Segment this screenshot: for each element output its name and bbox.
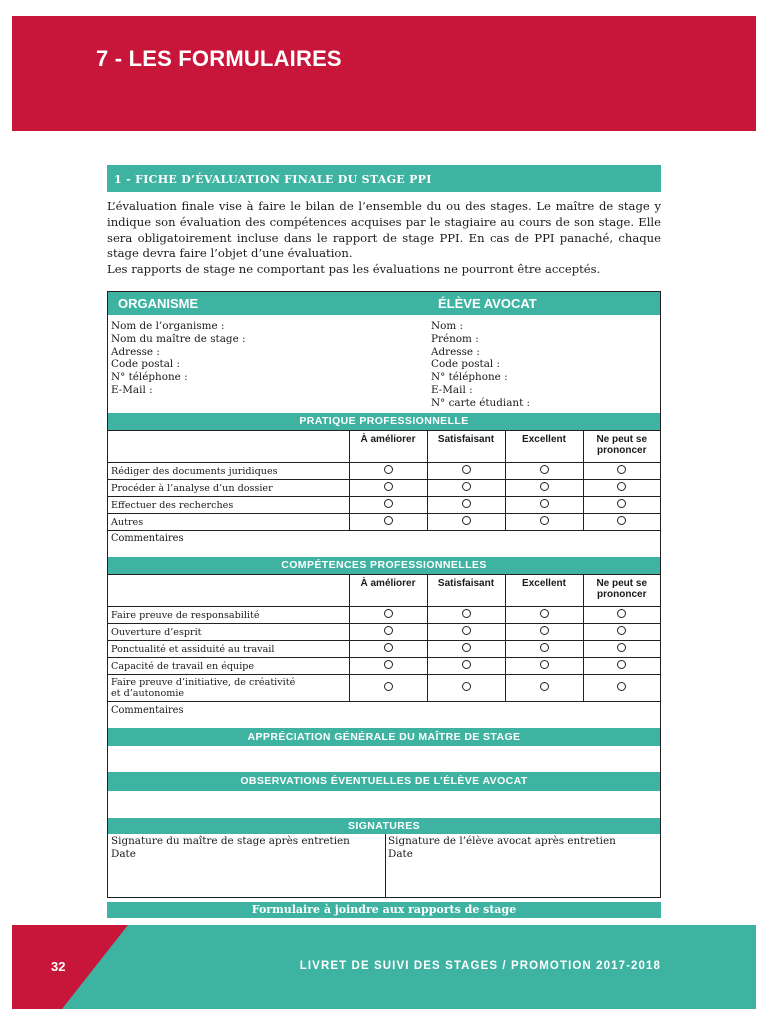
- page-header: [12, 16, 756, 131]
- signature-maitre-date: Date: [111, 848, 136, 860]
- criterion-label: Rédiger des documents juridiques: [108, 463, 349, 480]
- page-title: 7 - LES FORMULAIRES: [96, 46, 342, 71]
- pratique-comments[interactable]: [108, 530, 660, 556]
- radio-button[interactable]: [384, 682, 393, 691]
- signature-maitre-box[interactable]: [111, 835, 350, 861]
- rating-header-satisfaisant: Satisfaisant: [427, 575, 505, 607]
- intro-paragraph: L’évaluation finale vise à faire le bilan de l’ensemble du ou des stages. Le maître de stage y indique son évaluation des compétences acquises par le stagiaire au cours de son stage. Elle sera obligatoirement incluse dans le rapport de stage PPI. En cas de PPI panaché, chaque stage devra faire l’objet d’une évaluation.: [107, 199, 661, 261]
- criterion-label-line2: et d’autonomie: [111, 688, 185, 699]
- table-row: [108, 514, 660, 531]
- criterion-label: Effectuer des recherches: [108, 497, 349, 514]
- radio-button[interactable]: [462, 643, 471, 652]
- competences-comments[interactable]: [108, 702, 660, 728]
- observations-heading: OBSERVATIONS ÉVENTUELLES DE L’ÉLÈVE AVOCAT: [108, 772, 660, 791]
- field-eleve-address[interactable]: Adresse :: [431, 345, 480, 358]
- organisme-header: ORGANISME: [118, 296, 199, 311]
- field-organisme-email[interactable]: E-Mail :: [111, 383, 153, 396]
- radio-button[interactable]: [384, 609, 393, 618]
- table-row: [108, 497, 660, 514]
- criterion-label: [108, 675, 349, 702]
- radio-button[interactable]: [384, 660, 393, 669]
- criterion-label: Ponctualité et assiduité au travail: [108, 641, 349, 658]
- form-footer-note: Formulaire à joindre aux rapports de stage: [107, 902, 661, 918]
- field-organisme-address[interactable]: Adresse :: [111, 345, 160, 358]
- table-row: [108, 624, 660, 641]
- section-heading-bar: [107, 165, 661, 192]
- radio-button[interactable]: [462, 626, 471, 635]
- rating-header-ne-peut: [583, 431, 660, 463]
- criterion-label: Capacité de travail en équipe: [108, 658, 349, 675]
- radio-button[interactable]: [540, 499, 549, 508]
- radio-button[interactable]: [384, 465, 393, 474]
- radio-button[interactable]: [617, 609, 626, 618]
- radio-button[interactable]: [462, 516, 471, 525]
- intro-note: Les rapports de stage ne comportant pas les évaluations ne pourront être acceptés.: [107, 262, 601, 277]
- intro-text: [107, 199, 661, 278]
- table-row: [108, 463, 660, 480]
- radio-button[interactable]: [540, 516, 549, 525]
- field-eleve-email[interactable]: E-Mail :: [431, 383, 473, 396]
- rating-header-ne-peut-line2: prononcer: [597, 589, 647, 600]
- competences-heading: COMPÉTENCES PROFESSIONNELLES: [108, 557, 660, 574]
- field-organisme-name[interactable]: Nom de l’organisme :: [111, 320, 225, 332]
- rating-header-excellent: Excellent: [505, 431, 583, 463]
- form-header-row: [108, 292, 660, 315]
- criterion-label-line1: Faire preuve d’initiative, de créativité: [111, 677, 296, 688]
- table-row: [108, 480, 660, 497]
- competences-table: [108, 574, 660, 702]
- appreciation-heading: APPRÉCIATION GÉNÉRALE DU MAÎTRE DE STAGE: [108, 728, 660, 746]
- signature-divider: [385, 834, 386, 898]
- radio-button[interactable]: [462, 660, 471, 669]
- pratique-table: [108, 430, 660, 531]
- rating-header-excellent: Excellent: [505, 575, 583, 607]
- radio-button[interactable]: [617, 516, 626, 525]
- field-eleve-name[interactable]: Nom :: [431, 320, 464, 332]
- rating-header-ameliorer: À améliorer: [349, 431, 427, 463]
- radio-button[interactable]: [540, 626, 549, 635]
- radio-button[interactable]: [617, 682, 626, 691]
- eleve-header: ÉLÈVE AVOCAT: [438, 296, 537, 311]
- comments-label: Commentaires: [111, 705, 184, 716]
- radio-button[interactable]: [384, 482, 393, 491]
- radio-button[interactable]: [540, 660, 549, 669]
- table-row: [108, 658, 660, 675]
- radio-button[interactable]: [384, 626, 393, 635]
- radio-button[interactable]: [617, 660, 626, 669]
- evaluation-form: [107, 291, 661, 898]
- signature-eleve-box[interactable]: [388, 835, 616, 861]
- organisme-fields: [111, 320, 246, 397]
- radio-button[interactable]: [617, 626, 626, 635]
- criterion-label: Ouverture d’esprit: [108, 624, 349, 641]
- table-row: [108, 675, 660, 702]
- appreciation-box[interactable]: [108, 746, 660, 772]
- field-eleve-postcode[interactable]: Code postal :: [431, 358, 501, 371]
- radio-button[interactable]: [462, 609, 471, 618]
- rating-header-ne-peut: [583, 575, 660, 607]
- section-title: 1 - FICHE D’ÉVALUATION FINALE DU STAGE PPI: [114, 173, 432, 186]
- comments-label: Commentaires: [111, 533, 184, 544]
- rating-header-ne-peut-line1: Ne peut se: [596, 434, 648, 445]
- field-eleve-student-card[interactable]: N° carte étudiant :: [431, 396, 531, 409]
- radio-button[interactable]: [617, 465, 626, 474]
- signature-eleve-date: Date: [388, 848, 413, 860]
- radio-button[interactable]: [384, 499, 393, 508]
- footer-red-triangle: [62, 925, 128, 1009]
- rating-header-ne-peut-line1: Ne peut se: [596, 578, 648, 589]
- field-eleve-phone[interactable]: N° téléphone :: [431, 371, 508, 384]
- footer-title: LIVRET DE SUIVI DES STAGES / PROMOTION 2017-2018: [299, 960, 661, 972]
- radio-button[interactable]: [462, 465, 471, 474]
- criterion-label: Faire preuve de responsabilité: [108, 607, 349, 624]
- rating-header-row: [108, 575, 660, 607]
- table-row: [108, 607, 660, 624]
- rating-header-ameliorer: À améliorer: [349, 575, 427, 607]
- radio-button[interactable]: [540, 609, 549, 618]
- criterion-label: Procéder à l’analyse d’un dossier: [108, 480, 349, 497]
- radio-button[interactable]: [384, 643, 393, 652]
- empty-header-cell: [108, 431, 349, 463]
- signature-eleve-label: Signature de l’élève avocat après entretien: [388, 835, 616, 847]
- field-organisme-postcode[interactable]: Code postal :: [111, 358, 181, 371]
- field-eleve-firstname[interactable]: Prénom :: [431, 332, 479, 345]
- radio-button[interactable]: [384, 516, 393, 525]
- radio-button[interactable]: [462, 682, 471, 691]
- radio-button[interactable]: [617, 482, 626, 491]
- radio-button[interactable]: [462, 482, 471, 491]
- radio-button[interactable]: [540, 482, 549, 491]
- radio-button[interactable]: [540, 643, 549, 652]
- radio-button[interactable]: [540, 465, 549, 474]
- field-organisme-phone[interactable]: N° téléphone :: [111, 371, 188, 384]
- eleve-fields: [431, 320, 530, 410]
- criterion-label: Autres: [108, 514, 349, 531]
- empty-header-cell: [108, 575, 349, 607]
- radio-button[interactable]: [617, 643, 626, 652]
- signature-maitre-label: Signature du maître de stage après entretien: [111, 835, 350, 847]
- rating-header-satisfaisant: Satisfaisant: [427, 431, 505, 463]
- radio-button[interactable]: [617, 499, 626, 508]
- table-row: [108, 641, 660, 658]
- field-maitre-name[interactable]: Nom du maître de stage :: [111, 332, 246, 345]
- radio-button[interactable]: [540, 682, 549, 691]
- rating-header-ne-peut-line2: prononcer: [597, 445, 647, 456]
- signatures-heading: SIGNATURES: [108, 818, 660, 834]
- pratique-heading: PRATIQUE PROFESSIONNELLE: [108, 413, 660, 430]
- page-footer: [12, 925, 756, 1009]
- rating-header-row: [108, 431, 660, 463]
- observations-box[interactable]: [108, 791, 660, 818]
- page-number: 32: [51, 959, 66, 974]
- radio-button[interactable]: [462, 499, 471, 508]
